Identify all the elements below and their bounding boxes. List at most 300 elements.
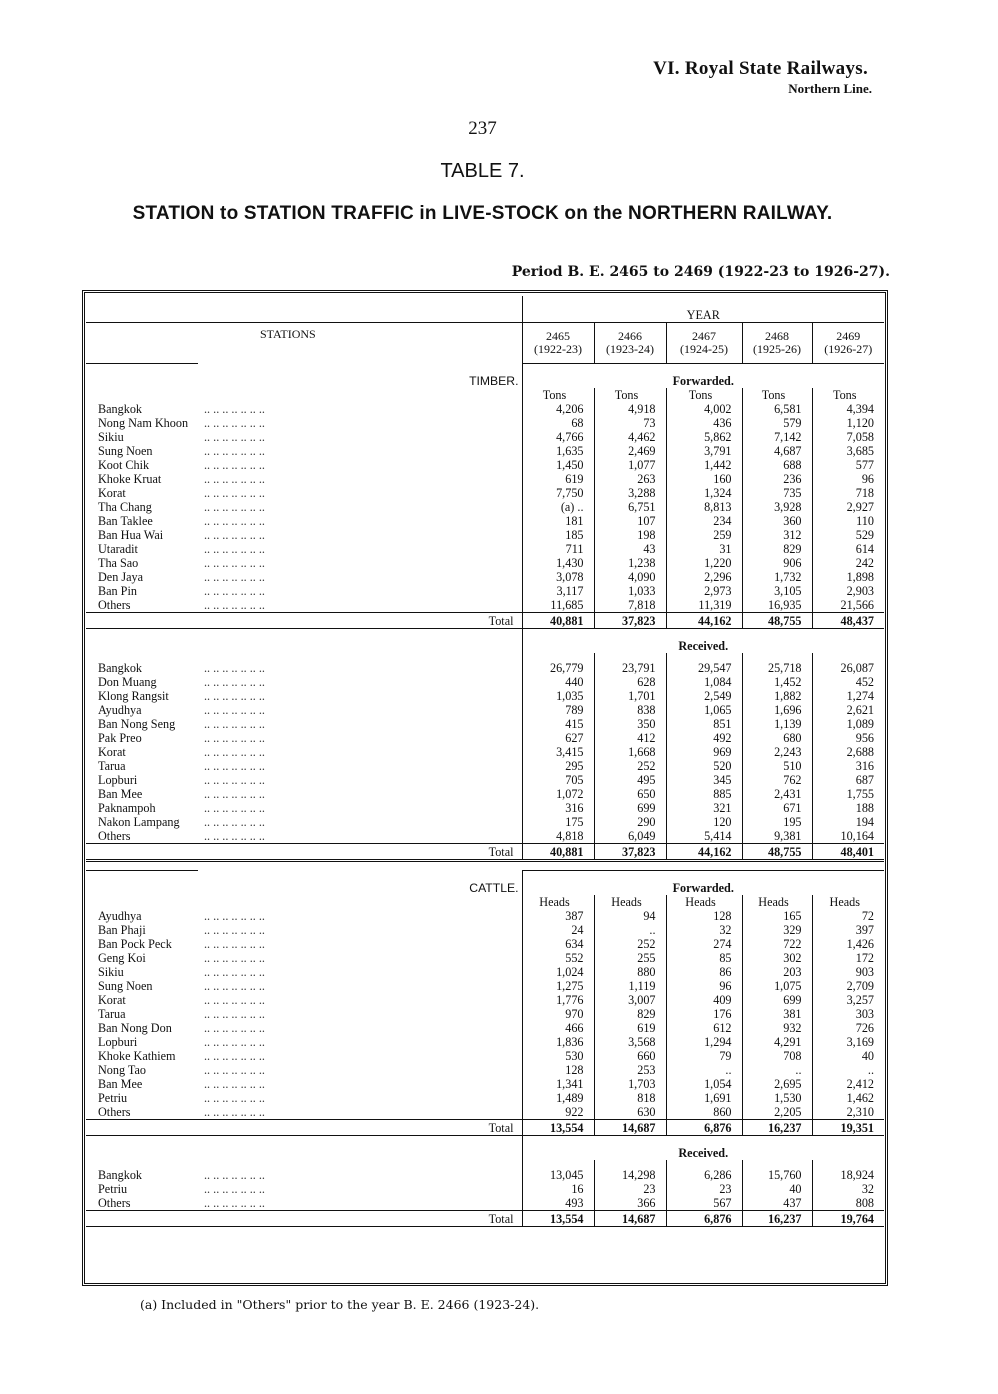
value-cell: 1,703 [594,1077,666,1091]
table-row [86,801,884,815]
value-cell: 2,549 [666,689,742,703]
table-row [86,556,884,570]
value-cell: 552 [522,951,594,965]
cattle-received-total-row [86,1211,884,1227]
value-cell: 1,024 [522,965,594,979]
leader-dots: .. .. .. .. .. .. .. [204,993,265,1007]
value-cell: 316 [522,801,594,815]
blank-cell [594,653,666,661]
unit-label: Heads [594,895,666,909]
value-cell: 577 [812,458,884,472]
station-name: Bangkok [98,402,143,416]
station-name: Koot Chik [98,458,150,472]
unit-label: Tons [812,388,884,402]
year-column-header [594,323,666,364]
value-cell: 128 [522,1063,594,1077]
table-row [86,570,884,584]
timber-forwarded-header [86,364,884,389]
value-cell: 1,462 [812,1091,884,1105]
value-cell: 705 [522,773,594,787]
value-cell: 1,119 [594,979,666,993]
blank-cell [742,653,812,661]
leader-dots: .. .. .. .. .. .. .. [204,570,265,584]
value-cell: 440 [522,675,594,689]
table-row [86,1007,884,1021]
value-cell: 175 [522,815,594,829]
value-cell: 23 [666,1182,742,1196]
value-cell: 3,078 [522,570,594,584]
value-cell: 11,319 [666,598,742,613]
value-cell: 722 [742,937,812,951]
value-cell: 1,324 [666,486,742,500]
station-name: Ban Mee [98,787,143,801]
total-label: Total [198,1211,522,1227]
value-cell: 860 [666,1105,742,1120]
value-cell: 2,695 [742,1077,812,1091]
year-be: 2467 [692,329,716,343]
page-header [653,58,872,97]
value-cell: 160 [666,472,742,486]
total-value: 40,881 [522,613,594,629]
blank-cell [86,871,198,896]
leader-dots: .. .. .. .. .. .. .. [204,1182,265,1196]
year-ce: (1924-25) [680,342,728,356]
station-name: Ban Nong Don [98,1021,172,1035]
station-name: Korat [98,486,126,500]
value-cell: 85 [666,951,742,965]
blank-cell [522,1160,594,1168]
value-cell: 4,090 [594,570,666,584]
blank-cell [198,895,522,909]
value-cell: 6,049 [594,829,666,844]
table-row [86,514,884,528]
year-label: YEAR [522,296,884,323]
value-cell: 96 [812,472,884,486]
leader-dots: .. .. .. .. .. .. .. [204,1049,265,1063]
value-cell: 789 [522,703,594,717]
station-name: Den Jaya [98,570,144,584]
value-cell: 312 [742,528,812,542]
value-cell: 1,072 [522,787,594,801]
table-row [86,542,884,556]
value-cell: 520 [666,759,742,773]
station-name: Ban Phaji [98,923,146,937]
value-cell: 7,750 [522,486,594,500]
table-row [86,937,884,951]
stations-label: STATIONS [260,327,316,341]
blank-cell [812,1160,884,1168]
table-row [86,993,884,1007]
table-row [86,598,884,613]
value-cell: 203 [742,965,812,979]
value-cell: 194 [812,815,884,829]
table-row [86,951,884,965]
value-cell: 79 [666,1049,742,1063]
year-be: 2468 [765,329,789,343]
value-cell: 350 [594,717,666,731]
value-cell: 699 [594,801,666,815]
value-cell: 11,685 [522,598,594,613]
timber-received-total-row [86,844,884,861]
value-cell: 290 [594,815,666,829]
subsection-title: Northern Line. [788,81,872,96]
value-cell: 3,007 [594,993,666,1007]
year-be: 2469 [836,329,861,343]
unit-label: Heads [742,895,812,909]
station-name: Sung Noen [98,444,153,458]
leader-dots: .. .. .. .. .. .. .. [204,661,265,675]
value-cell: 107 [594,514,666,528]
station-name: Korat [98,993,126,1007]
leader-dots: .. .. .. .. .. .. .. [204,909,265,923]
unit-label: Heads [522,895,594,909]
value-cell: 16 [522,1182,594,1196]
value-cell: 530 [522,1049,594,1063]
timber-received-header [86,629,884,654]
station-name: Tarua [98,759,126,773]
blank-cell [86,653,198,661]
traffic-table [86,296,884,1227]
value-cell: 1,430 [522,556,594,570]
value-cell: 3,169 [812,1035,884,1049]
value-cell: 6,581 [742,402,812,416]
leader-dots: .. .. .. .. .. .. .. [204,829,265,843]
footnote: (a) Included in "Others" prior to the year B. E. 2466 (1923-24). [140,1297,540,1312]
value-cell: 40 [812,1049,884,1063]
value-cell: 687 [812,773,884,787]
table-row [86,965,884,979]
value-cell: 529 [812,528,884,542]
station-name: Ban Nong Seng [98,717,176,731]
total-value: 37,823 [594,844,666,861]
value-cell: 735 [742,486,812,500]
section-title: VI. Royal State Railways. [653,58,868,79]
value-cell: 15,760 [742,1168,812,1182]
value-cell: 25,718 [742,661,812,675]
value-cell: 3,928 [742,500,812,514]
leader-dots: .. .. .. .. .. .. .. [204,584,265,598]
value-cell: 4,394 [812,402,884,416]
table-row [86,661,884,675]
leader-dots: .. .. .. .. .. .. .. [204,815,265,829]
value-cell: 14,298 [594,1168,666,1182]
unit-label: Tons [522,388,594,402]
total-label: Total [198,844,522,861]
total-value: 16,237 [742,1120,812,1136]
value-cell: 1,452 [742,675,812,689]
value-cell: 1,882 [742,689,812,703]
value-cell: 1,220 [666,556,742,570]
value-cell: 172 [812,951,884,965]
value-cell: 110 [812,514,884,528]
period-label: Period B. E. 2465 to 2469 (1922-23 to 1926-27). [511,264,890,280]
total-value: 48,755 [742,844,812,861]
value-cell: 397 [812,923,884,937]
leader-dots: .. .. .. .. .. .. .. [204,500,265,514]
station-name: Khoke Kathiem [98,1049,176,1063]
value-cell: 838 [594,703,666,717]
value-cell: 2,621 [812,703,884,717]
value-cell: 818 [594,1091,666,1105]
value-cell: 614 [812,542,884,556]
value-cell: 922 [522,1105,594,1120]
table-row [86,584,884,598]
leader-dots: .. .. .. .. .. .. .. [204,717,265,731]
value-cell: 2,205 [742,1105,812,1120]
table-row [86,703,884,717]
value-cell: 452 [812,675,884,689]
table-row [86,472,884,486]
blank-cell [86,1211,198,1227]
value-cell: 263 [594,472,666,486]
station-name: Tha Chang [98,500,152,514]
value-cell: 252 [594,937,666,951]
value-cell: 10,164 [812,829,884,844]
blank-cell [594,1160,666,1168]
station-name: Others [98,1105,131,1119]
value-cell: 1,426 [812,937,884,951]
value-cell: 128 [666,909,742,923]
value-cell: 3,568 [594,1035,666,1049]
value-cell: 1,691 [666,1091,742,1105]
value-cell: .. [594,923,666,937]
value-cell: 627 [522,731,594,745]
year-header-row [86,296,884,323]
value-cell: 1,776 [522,993,594,1007]
value-cell: 619 [522,472,594,486]
value-cell: 259 [666,528,742,542]
value-cell: 1,075 [742,979,812,993]
total-value: 48,437 [812,613,884,629]
year-column-header [742,323,812,364]
value-cell: 7,058 [812,430,884,444]
value-cell: 969 [666,745,742,759]
value-cell: 360 [742,514,812,528]
value-cell: 1,275 [522,979,594,993]
value-cell: 437 [742,1196,812,1211]
value-cell: 86 [666,965,742,979]
leader-dots: .. .. .. .. .. .. .. [204,430,265,444]
value-cell: 23 [594,1182,666,1196]
leader-dots: .. .. .. .. .. .. .. [204,1105,265,1119]
leader-dots: .. .. .. .. .. .. .. [204,486,265,500]
value-cell: 5,414 [666,829,742,844]
value-cell: 381 [742,1007,812,1021]
value-cell: .. [666,1063,742,1077]
value-cell: 2,973 [666,584,742,598]
spacer-row [86,653,884,661]
value-cell: 1,274 [812,689,884,703]
value-cell: 699 [742,993,812,1007]
value-cell: 255 [594,951,666,965]
value-cell: 1,033 [594,584,666,598]
value-cell: 6,751 [594,500,666,514]
leader-dots: .. .. .. .. .. .. .. [204,444,265,458]
station-name: Bangkok [98,1168,143,1182]
table-row [86,458,884,472]
total-value: 48,401 [812,844,884,861]
blank-cell [86,1160,198,1168]
value-cell: 5,862 [666,430,742,444]
value-cell: 43 [594,542,666,556]
value-cell: 1,701 [594,689,666,703]
value-cell: 234 [666,514,742,528]
table-row [86,402,884,416]
value-cell: 274 [666,937,742,951]
table-row [86,675,884,689]
table-row [86,909,884,923]
unit-label: Heads [666,895,742,909]
station-name: Ban Hua Wai [98,528,164,542]
table-row [86,1021,884,1035]
value-cell: 9,381 [742,829,812,844]
value-cell: 932 [742,1021,812,1035]
value-cell: 492 [666,731,742,745]
value-cell: 829 [594,1007,666,1021]
blank-cell [86,1136,198,1161]
total-value: 13,554 [522,1211,594,1227]
section-sublabel: Received. [522,1136,884,1161]
blank-cell [742,1160,812,1168]
value-cell: 181 [522,514,594,528]
value-cell: 29,547 [666,661,742,675]
station-name: Sikiu [98,430,124,444]
leader-dots: .. .. .. .. .. .. .. [204,923,265,937]
value-cell: 1,035 [522,689,594,703]
table-row [86,1105,884,1120]
value-cell: 708 [742,1049,812,1063]
table-row [86,745,884,759]
value-cell: 671 [742,801,812,815]
blank-cell [86,895,198,909]
leader-dots: .. .. .. .. .. .. .. [204,773,265,787]
table-row [86,486,884,500]
value-cell: 7,818 [594,598,666,613]
spacer-row [86,1160,884,1168]
station-name: Others [98,1196,131,1210]
value-cell: 1,836 [522,1035,594,1049]
leader-dots: .. .. .. .. .. .. .. [204,1007,265,1021]
value-cell: .. [812,1063,884,1077]
table-row [86,416,884,430]
cattle-forwarded-total-row [86,1120,884,1136]
total-value: 14,687 [594,1120,666,1136]
value-cell: 3,685 [812,444,884,458]
value-cell: 3,415 [522,745,594,759]
table-row [86,815,884,829]
blank-cell [522,653,594,661]
value-cell: 185 [522,528,594,542]
value-cell: 1,089 [812,717,884,731]
value-cell: 4,002 [666,402,742,416]
value-cell: 32 [666,923,742,937]
blank-cell [86,844,198,861]
total-value: 6,876 [666,1120,742,1136]
section-divider [86,861,884,871]
value-cell: 18,924 [812,1168,884,1182]
divider [86,861,884,871]
station-name: Klong Rangsit [98,689,169,703]
table-row [86,759,884,773]
value-cell: 329 [742,923,812,937]
table-row [86,1168,884,1182]
value-cell: 1,696 [742,703,812,717]
value-cell: 1,238 [594,556,666,570]
value-cell: 415 [522,717,594,731]
table-row [86,500,884,514]
section-name: CATTLE. [469,881,519,895]
year-ce: (1922-23) [534,342,582,356]
value-cell: 808 [812,1196,884,1211]
value-cell: 1,489 [522,1091,594,1105]
total-value: 19,351 [812,1120,884,1136]
leader-dots: .. .. .. .. .. .. .. [204,416,265,430]
total-value: 14,687 [594,1211,666,1227]
station-name: Ban Taklee [98,514,153,528]
value-cell: 2,927 [812,500,884,514]
year-columns-row [86,323,884,364]
value-cell: 903 [812,965,884,979]
leader-dots: .. .. .. .. .. .. .. [204,1063,265,1077]
unit-label: Tons [742,388,812,402]
value-cell: 253 [594,1063,666,1077]
leader-dots: .. .. .. .. .. .. .. [204,556,265,570]
station-name: Ban Pock Peck [98,937,172,951]
value-cell: 7,142 [742,430,812,444]
leader-dots: .. .. .. .. .. .. .. [204,528,265,542]
table-row [86,923,884,937]
value-cell: 120 [666,815,742,829]
value-cell: 1,442 [666,458,742,472]
value-cell: 40 [742,1182,812,1196]
page-number: 237 [468,118,497,139]
station-name: Don Muang [98,675,157,689]
value-cell: 3,257 [812,993,884,1007]
value-cell: 303 [812,1007,884,1021]
leader-dots: .. .. .. .. .. .. .. [204,1035,265,1049]
value-cell: 829 [742,542,812,556]
value-cell: 1,450 [522,458,594,472]
station-name: Ban Mee [98,1077,143,1091]
leader-dots: .. .. .. .. .. .. .. [204,1168,265,1182]
value-cell: 316 [812,759,884,773]
value-cell: 302 [742,951,812,965]
value-cell: 4,206 [522,402,594,416]
year-ce: (1923-24) [606,342,654,356]
value-cell: 2,469 [594,444,666,458]
total-label: Total [198,1120,522,1136]
timber-forwarded-total-row [86,613,884,629]
value-cell: 13,045 [522,1168,594,1182]
value-cell: 579 [742,416,812,430]
year-be: 2465 [546,329,570,343]
value-cell: 628 [594,675,666,689]
table-row [86,1182,884,1196]
value-cell: 2,243 [742,745,812,759]
station-name: Nong Tao [98,1063,147,1077]
value-cell: 2,296 [666,570,742,584]
table-row [86,773,884,787]
value-cell: 412 [594,731,666,745]
value-cell: 387 [522,909,594,923]
leader-dots: .. .. .. .. .. .. .. [204,951,265,965]
value-cell: 252 [594,759,666,773]
blank-cell [86,388,198,402]
total-value: 16,237 [742,1211,812,1227]
total-value: 48,755 [742,613,812,629]
value-cell: 4,291 [742,1035,812,1049]
value-cell: 2,709 [812,979,884,993]
